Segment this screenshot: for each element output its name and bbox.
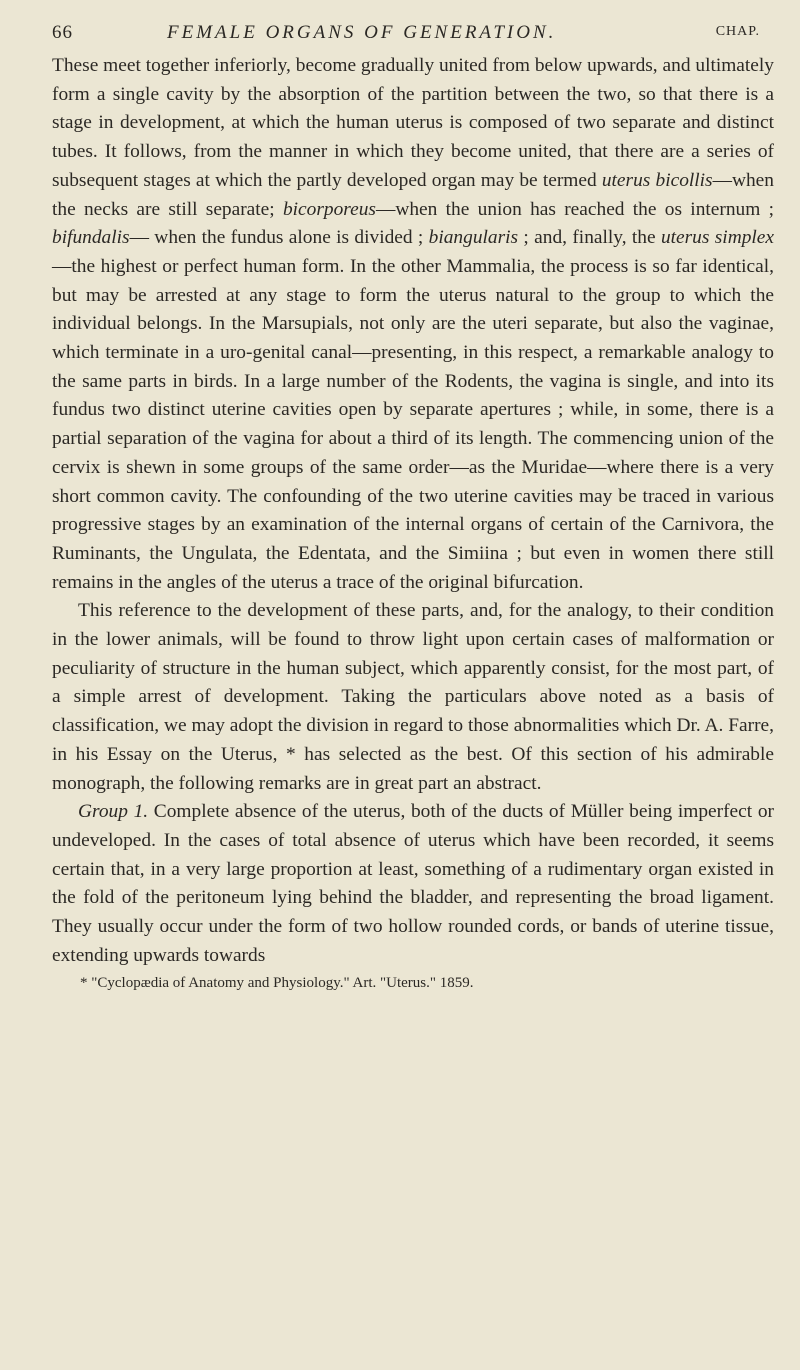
text-run: ; and, finally, the [518,227,661,249]
text-run: —when the union has reached the os internum ; [375,198,774,220]
text-run: —the highest or perfect human form. In the other Mammalia, the process is so far identical, but may be arrested at any stage to form the uterus natural to the group to which the individual belongs. In the Marsupials, not only are the uteri separate, but also the vaginae, which terminate in a uro-genital canal—presenting, in this respect, a remarkable analogy to the same parts in birds. In a large number of the Rodents, the vagina is single, and into its fundus two distinct uterine cavities open by separate apertures ; while, in some, there is a partial separation of the vagina for about a third of its length. The commencing union of the cervix is shewn in some groups of the same order—as the Muridae—where there is a very short common cavity. The confounding of the two uterine cavities may be traced in various progressive stages by an examination of the internal organs of certain of the Carnivora, the Ruminants, the Ungulata, the Edentata, and the Simiina ; but even in women there still remains in the angles of the uterus a trace of the original bifurcation. [52,255,774,593]
running-head: FEMALE ORGANS OF GENERATION. [167,22,557,43]
text-run: Complete absence of the uterus, both of the ducts of Müller being imperfect or undeveloped. In the cases of total absence of uterus which have been recorded, it seems certain that, in a very large proportion at least, something of a rudimentary organ existed in the fold of the peritoneum lying behind the bladder, and representing the broad ligament. They usually occur under the form of two hollow rounded cords, or bands of uterine tissue, extending upwards towards [52,801,774,966]
page-number: 66 [52,22,73,43]
paragraph [52,597,774,798]
text-run: This reference to the development of these parts, and, for the analogy, to their condition in the lower animals, will be found to throw light upon certain cases of malformation or peculiarity of structure in the human subject, which apparently consist, for the most part, of a simple arrest of development. Taking the particulars above noted as a basis of classification, we may adopt the division in regard to those abnormalities which Dr. A. Farre, in his Essay on the Uterus, * has selected as the best. Of this section of his admirable monograph, the following remarks are in great part an abstract. [52,600,774,794]
paragraph [52,798,774,970]
italic-term: uterus simplex [660,227,774,249]
chapter-label: CHAP. [715,24,760,39]
text-run: —when the necks are still separate; [52,169,774,220]
italic-term: bicorporeus [282,198,376,220]
text-run: — when the fundus alone is divided ; [129,227,429,249]
italic-term: biangularis [428,227,519,249]
italic-term: bifundalis [52,227,130,249]
text-run: These meet together inferiorly, become gradually united from below upwards, and ultimately form a single cavity by the absorption of the partition between the two, so that there is a stage in development, at which the human uterus is composed of two separate and distinct tubes. It follows, from the manner in which they become united, that there are a series of subsequent stages at which the partly developed organ may be termed [52,55,774,191]
italic-term: uterus bicollis [601,169,713,191]
footnote: * "Cyclopædia of Anatomy and Physiology." Art. "Uterus." 1859. [80,974,474,991]
italic-term: Group 1. [78,801,149,823]
paragraph [52,52,774,597]
page-header [52,22,774,52]
body-text [52,52,774,971]
